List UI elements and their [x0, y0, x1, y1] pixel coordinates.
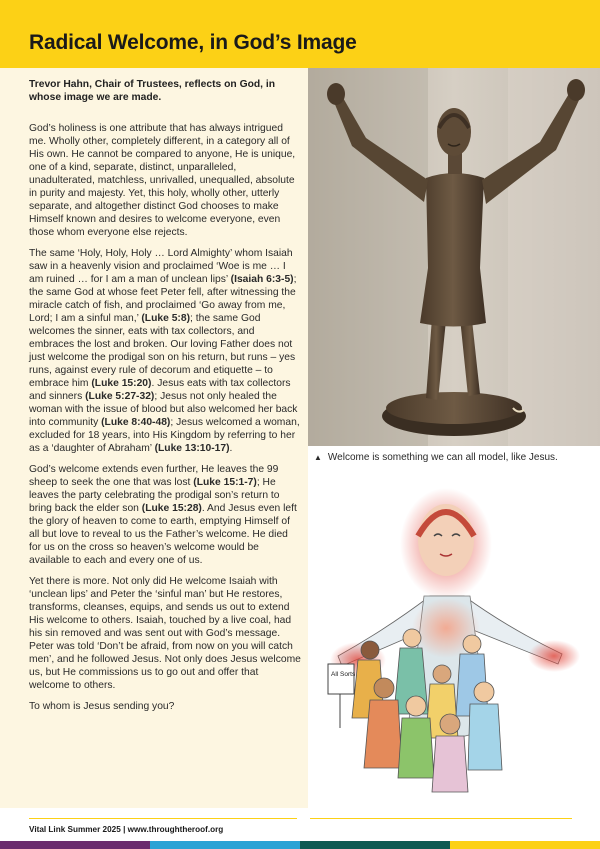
article-paragraph-2: The same ‘Holy, Holy, Holy … Lord Almighty’ whom Isaiah saw in a heavenly vision and proclaimed ‘Woe is me … I am ruined … for I am a man of unclean lips’ (Isaiah 6:3-5); the same God at whose feet Peter fell, after witnessing the miracle catch of fish, and proclaimed ‘Go away from me, Lord; I am a sinful man,’ (Luke 5:8); the same God welcomes the sinner, eats with tax collectors, and embraces the lost and broken. Our loving Father does not just welcome the prodigal son on his return, but runs – yes runs, against every rule of decorum and etiquette – to embrace him (Luke 15:20). Jesus eats with tax collectors and sinners (Luke 5:27-32); Jesus not only healed the woman with the issue of blood but also welcomed her back into community (Luke 8:40-48); Jesus welcomed a woman, excluded for 18 years, into His Kingdom by referring to her as a ‘daughter of Abraham’ (Luke 13:10-17). — [29, 248, 300, 454]
title-banner — [0, 0, 600, 68]
page-title: Radical Welcome, in God’s Image — [29, 31, 357, 54]
scripture-ref: (Isaiah 6:3-5) — [230, 274, 294, 285]
footer-stripe-yellow — [450, 841, 600, 849]
article-paragraph-1: God’s holiness is one attribute that has always intrigued me. Wholly other, completely different, in a category all of His own. He cannot be compared to anyone, He is unique, one of a kind, separate, distinct, unparalleled, unadulterated, matchless, unrivalled, unequalled, absolute in purity and majesty. Yet, this holy, wholly other, utterly separate, and altogether distinct God chooses to make Himself known and desires to welcome everyone, even those whom everyone else rejects. — [29, 123, 296, 238]
article-paragraph-3: God’s welcome extends even further, He leaves the 99 sheep to seek the one that was lost (Luke 15:1-7); He leaves the party celebrating the prodigal son’s return to bring back the elder son (Luke 15:28). And Jesus even left the glory of heaven to come to earth, emptying Himself of all but love to reveal to us the Father’s welcome. He died for us on the cross so heaven’s welcome would be available to each and every one of us. — [29, 464, 297, 566]
footer-separator: | — [123, 825, 126, 834]
welcome-illustration — [318, 478, 588, 796]
footer-divider-right — [310, 818, 572, 819]
scripture-ref: (Luke 15:28) — [141, 503, 202, 514]
article-closing-question: To whom is Jesus sending you? — [29, 701, 175, 712]
footer — [29, 825, 223, 834]
scripture-ref: (Luke 13:10-17) — [154, 443, 230, 454]
photo-caption: ▲ Welcome is something we can all model, like Jesus. — [314, 452, 558, 463]
scripture-ref: (Luke 8:40-48) — [101, 417, 171, 428]
footer-stripe-purple — [0, 841, 150, 849]
footer-stripe-blue — [150, 841, 300, 849]
article-body — [29, 78, 301, 721]
footer-stripe-teal — [300, 841, 450, 849]
caption-arrow-icon: ▲ — [314, 453, 322, 462]
scripture-ref: (Luke 5:8) — [141, 313, 191, 324]
scripture-ref: (Luke 15:1-7) — [193, 477, 257, 488]
footer-color-stripes — [0, 841, 600, 849]
footer-divider-left — [29, 818, 297, 819]
scripture-ref: (Luke 15:20) — [91, 378, 152, 389]
article-intro: Trevor Hahn, Chair of Trustees, reflects on God, in whose image we are made. — [29, 79, 276, 103]
statue-photo — [308, 68, 600, 446]
scripture-ref: (Luke 5:27-32) — [85, 391, 155, 402]
illustration-sign-text: All Sorts — [331, 671, 356, 678]
footer-issue: Vital Link Summer 2025 — [29, 825, 121, 834]
article-paragraph-4: Yet there is more. Not only did He welcome Isaiah with ‘unclean lips’ and Peter the ‘sinful man’ but He restores, transforms, cleanses, equips, and sends us out to extend His welcome to others. Isaiah, touched by a live coal, had his sin removed and was sent out with God’s message. Peter was told ‘Don’t be afraid, from now on you will catch men’, and he followed Jesus. Not only does Jesus welcome us, but He commissions us to go out and offer that welcome to others. — [29, 576, 301, 691]
footer-website-link[interactable]: www.throughtheroof.org — [127, 825, 224, 834]
